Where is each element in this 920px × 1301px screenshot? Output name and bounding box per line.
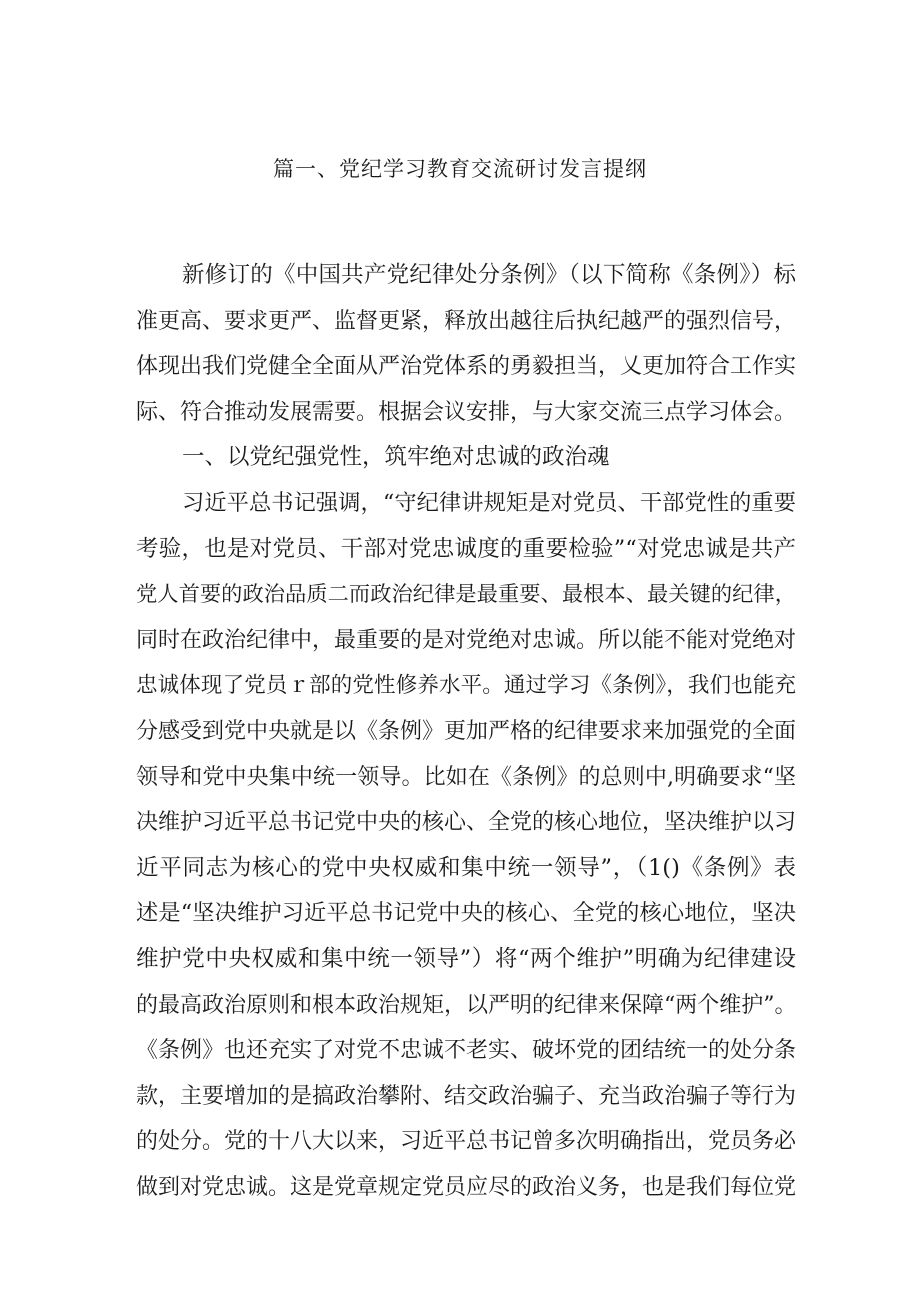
paragraph-line: 《条例》也还充实了对党不忠诚不老实、破坏党的团结统一的处分条 [136, 1038, 797, 1064]
document-title: 篇一、党纪学习教育交流研讨发言提纲 [273, 157, 647, 181]
paragraph-line: 的最高政治原则和根本政治规矩，以严明的纪律来保障“两个维护”。 [136, 992, 797, 1018]
paragraph-line: 新修订的《中国共产党纪律处分条例》（以下简称《条例》）标 [182, 262, 796, 288]
paragraph-line: 忠诚体现了党员ｒ部的党性修养水平。通过学习《条例》，我们也能充 [136, 673, 796, 699]
paragraph-line: 述是“坚决维护习近平总书记党中央的核心、全党的核心地位，坚决 [136, 900, 796, 927]
section-heading: 一、以党纪强党性，筑牢绝对忠诚的政治魂 [182, 444, 610, 471]
paragraph-line: 同时在政治纪律中，最重要的是对党绝对忠诚。所以能不能对党绝对 [136, 627, 797, 653]
paragraph-line: 考验，也是对党员、干部对党忠诚度的重要检验”“对党忠诚是共产 [136, 535, 796, 562]
paragraph-line: 维护党中央权威和集中统一领导”）将“两个维护”明确为纪律建设 [136, 945, 796, 972]
paragraph-line: 的处分。党的十八大以来，习近平总书记曾多次明确指出，党员务必 [136, 1129, 797, 1155]
document-body [136, 253, 796, 1210]
paragraph-line: 习近平总书记强调，“守纪律讲规矩是对党员、干部党性的重要 [182, 489, 796, 516]
paragraph-line: 款，主要增加的是搞政治攀附、结交政治骗子、充当政治骗子等行为 [136, 1083, 797, 1109]
paragraph-line: 做到对党忠诚。这是党章规定党员应尽的政治义务，也是我们每位党 [136, 1174, 797, 1200]
paragraph-line: 近平同志为核心的党中央权威和集中统一领导”，（1()《条例》表 [136, 854, 796, 881]
paragraph-line: 党人首要的政治品质二而政治纪律是最重要、最根本、最关键的纪律， [136, 582, 796, 608]
paragraph-line: 际、符合推动发展需要。根据会议安排，与大家交流三点学习体会。 [136, 399, 797, 425]
paragraph-line: 分感受到党中央就是以《条例》更加严格的纪律要求来加强党的全面 [136, 718, 797, 744]
paragraph-line: 决维护习近平总书记党中央的核心、全党的核心地位，坚决维护以习 [136, 810, 797, 836]
paragraph-line: 准更高、要求更严、监督更紧，释放出越往后执纪越严的强烈信号， [136, 308, 797, 334]
paragraph-line: 领导和党中央集中统一领导。比如在《条例》的总则中,明确要求“坚 [136, 764, 796, 790]
paragraph-line: 体现出我们党健全全面从严治党体系的勇毅担当，乂更加符合工作实 [136, 354, 797, 380]
